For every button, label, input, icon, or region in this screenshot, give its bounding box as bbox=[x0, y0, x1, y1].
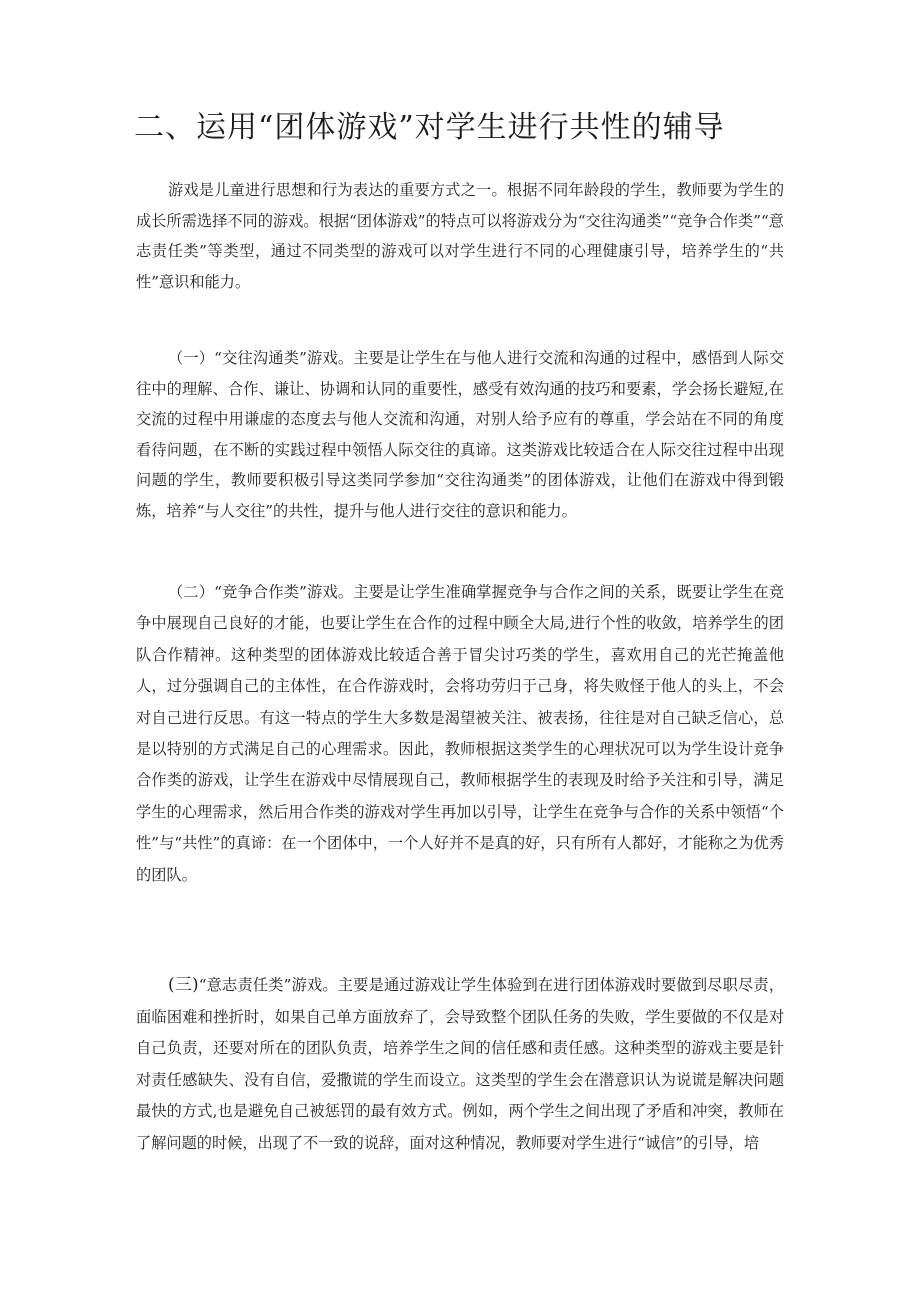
competition-games-lead: （二）“竞争合作类”游戏。 bbox=[168, 583, 354, 601]
competition-games-body: 主要是让学生准确掌握竞争与合作之间的关系，既要让学生在竞争中展现自己良好的才能，也要让学生在合作的过程中顾全大局,进行个性的收敛，培养学生的团队合作精神。这种类型的团体游戏比较适合善于冒尖讨巧类的学生，喜欢用自己的光芒掩盖他人，过分强调自己的主体性，在合作游戏时，会将功劳归于己身，将失败怪于他人的头上，不会对自己进行反思。有这一特点的学生大多数是渴望被关注、被表扬，往往是对自己缺乏信心，总是以特别的方式满足自己的心理需求。因此，教师根据这类学生的心理状况可以为学生设计竞争合作类的游戏，让学生在游戏中尽情展现自己，教师根据学生的表现及时给予关注和引导，满足学生的心理需求，然后用合作类的游戏对学生再加以引导，让学生在竞争与合作的关系中领悟“个性”与“共性”的真谛：在一个团体中，一个人好并不是真的好，只有所有人都好，才能称之为优秀的团队。 bbox=[136, 583, 785, 884]
responsibility-games-body: “意志责任类”游戏。主要是通过游戏让学生体验到在进行团体游戏时要做到尽职尽责，面临困难和挫折时，如果自己单方面放弃了，会导致整个团队任务的失败，学生要做的不仅是对自己负责，还要对所在的团队负责，培养学生之间的信任感和责任感。这种类型的游戏主要是针对责任感缺失、没有自信，爱撒谎的学生而设立。这类型的学生会在潜意识认为说谎是解决问题最快的方式,也是避免自己被惩罚的最有效方式。例如，两个学生之间出现了矛盾和冲突，教师在了解问题的时候，出现了不一致的说辞，面对这种情况，教师要对学生进行“诚信”的引导，培 bbox=[136, 976, 785, 1152]
competition-games-paragraph bbox=[136, 577, 784, 937]
responsibility-games-lead: (三) bbox=[168, 975, 199, 995]
responsibility-games-paragraph bbox=[136, 970, 784, 1159]
communication-games-lead: （一）“交往沟通类”游戏。 bbox=[168, 349, 354, 367]
communication-games-body: 主要是让学生在与他人进行交流和沟通的过程中，感悟到人际交往中的理解、合作、谦让、协调和认同的重要性，感受有效沟通的技巧和要素，学会扬长避短,在交流的过程中用谦虚的态度去与他人交流和沟通，对别人给予应有的尊重，学会站在不同的角度看待问题，在不断的实践过程中领悟人际交往的真谛。这类游戏比较适合在人际交往过程中出现问题的学生，教师要积极引导这类同学参加“交往沟通类”的团体游戏，让他们在游戏中得到锻炼，培养“与人交往”的共性，提升与他人进行交往的意识和能力。 bbox=[136, 349, 785, 520]
section-heading: 二、运用“团体游戏”对学生进行共性的辅导 bbox=[134, 110, 725, 145]
intro-paragraph: 游戏是儿童进行思想和行为表达的重要方式之一。根据不同年龄段的学生，教师要为学生的成长所需选择不同的游戏。根据“团体游戏”的特点可以将游戏分为“交往沟通类”“竞争合作类”“意志责任类”等类型，通过不同类型的游戏可以对学生进行不同的心理健康引导，培养学生的“共性”意识和能力。 bbox=[136, 181, 784, 291]
communication-games-paragraph bbox=[136, 343, 784, 526]
